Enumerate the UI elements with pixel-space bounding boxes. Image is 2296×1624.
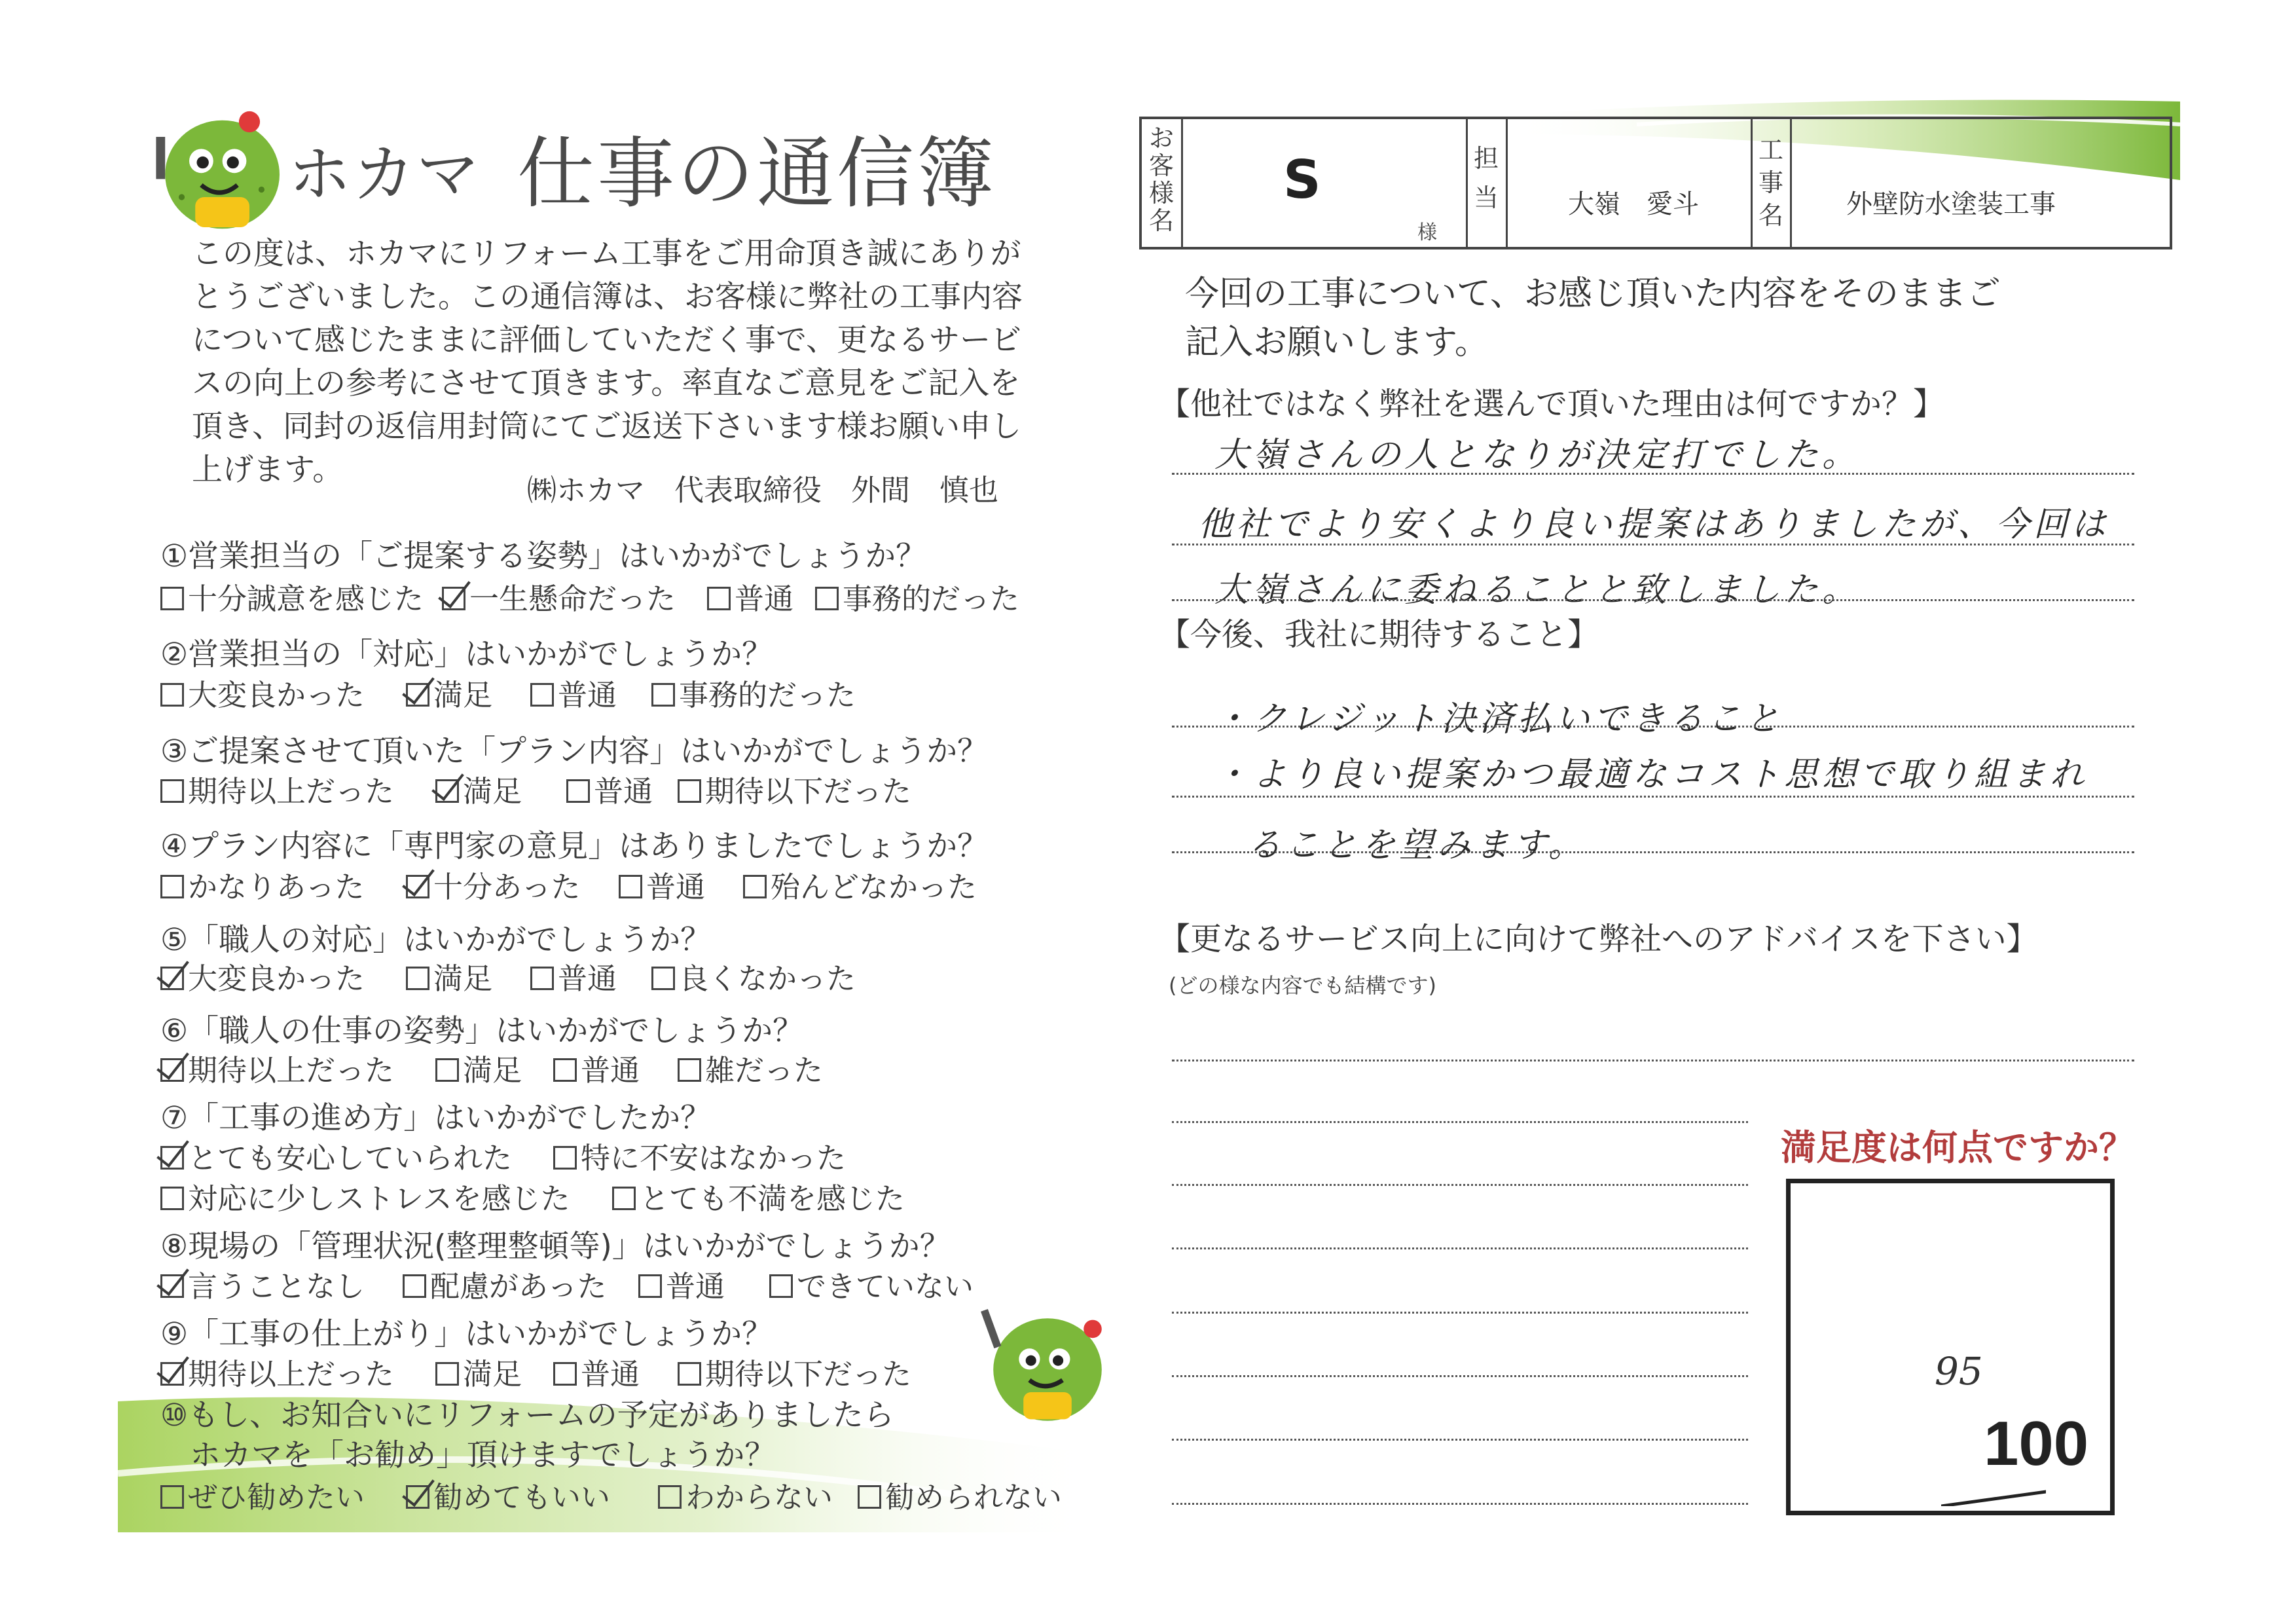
option-label: 期待以上だった bbox=[188, 1357, 395, 1392]
option[interactable] bbox=[160, 1175, 570, 1217]
intro-line: について感じたままに評価していただく事で、更なるサービ bbox=[192, 322, 1022, 358]
option[interactable] bbox=[743, 863, 977, 906]
handwritten-answer: ・クレジット決済払いできること bbox=[1214, 699, 1783, 739]
option-label: 普通 bbox=[594, 774, 653, 809]
question-9: ⑨「工事の仕上がり」はいかがでしょうか？ bbox=[160, 1316, 773, 1352]
intro-line: 頂き、同封の返信用封筒にてご返送下さいます様お願い申し bbox=[192, 409, 1022, 445]
checkbox-checked[interactable] bbox=[160, 1274, 184, 1298]
checkbox[interactable] bbox=[743, 875, 767, 898]
option[interactable] bbox=[406, 671, 492, 714]
option-label: 満足 bbox=[433, 961, 493, 996]
question-10-line2: ホカマを「お勧め」頂けますでしょうか？ bbox=[190, 1437, 776, 1473]
option-label: 事務的だった bbox=[843, 581, 1020, 616]
option[interactable] bbox=[442, 575, 676, 618]
option-label: 普通 bbox=[735, 581, 794, 616]
checkbox[interactable] bbox=[160, 587, 184, 610]
question-4: ④プラン内容に「専門家の意見」はありましたでしょうか？ bbox=[160, 828, 989, 864]
checkbox-checked[interactable] bbox=[160, 1058, 184, 1082]
section-advice-title: 【更なるサービス向上に向けて弊社へのアドバイスを下さい】 bbox=[1159, 921, 2038, 957]
option-label: 満足 bbox=[463, 1053, 522, 1088]
checkbox[interactable] bbox=[651, 683, 675, 707]
option[interactable] bbox=[638, 1263, 725, 1305]
option[interactable] bbox=[406, 863, 581, 906]
checkbox[interactable] bbox=[553, 1146, 577, 1170]
option[interactable] bbox=[658, 1473, 833, 1516]
option-label: 一生懸命だった bbox=[469, 581, 676, 616]
option-label: 十分誠意を感じた bbox=[188, 581, 424, 616]
option-label: 言うことなし bbox=[188, 1269, 365, 1304]
question-1: ①営業担当の「ご提案する姿勢」はいかがでしょうか？ bbox=[160, 538, 927, 574]
checkbox[interactable] bbox=[553, 1058, 577, 1082]
checkbox[interactable] bbox=[406, 967, 429, 990]
checkbox[interactable] bbox=[160, 779, 184, 803]
checkbox-checked[interactable] bbox=[160, 967, 184, 990]
option[interactable] bbox=[160, 1473, 365, 1516]
option-label: 配慮があった bbox=[430, 1269, 607, 1304]
option-label: とても安心していられた bbox=[188, 1141, 513, 1175]
question-3: ③ご提案させて頂いた「プラン内容」はいかがでしょうか？ bbox=[160, 733, 989, 769]
checkbox[interactable] bbox=[619, 875, 642, 898]
option-label: 事務的だった bbox=[679, 678, 856, 712]
section-advice-note: (どの様な内容でも結構です) bbox=[1169, 973, 1436, 998]
customer-suffix: 様 bbox=[1417, 221, 1437, 244]
option[interactable] bbox=[651, 955, 856, 997]
option[interactable] bbox=[769, 1263, 974, 1305]
option-label: 特に不安はなかった bbox=[581, 1141, 847, 1175]
option[interactable] bbox=[858, 1473, 1062, 1516]
option[interactable] bbox=[160, 575, 424, 618]
option-label: 殆んどなかった bbox=[771, 870, 977, 904]
checkbox[interactable] bbox=[638, 1274, 662, 1298]
checkbox-checked[interactable] bbox=[442, 587, 465, 610]
work-label: 工事名 bbox=[1758, 136, 1783, 230]
customer-name: S bbox=[1283, 149, 1321, 210]
option[interactable] bbox=[815, 575, 1019, 618]
option[interactable] bbox=[435, 767, 522, 810]
option[interactable] bbox=[678, 1046, 823, 1089]
checkbox[interactable] bbox=[858, 1485, 881, 1509]
option-label: 普通 bbox=[558, 961, 617, 996]
work-name: 外壁防水塗装工事 bbox=[1846, 189, 2056, 219]
option[interactable] bbox=[406, 1473, 610, 1516]
option-label: 普通 bbox=[646, 870, 706, 904]
checkbox[interactable] bbox=[658, 1485, 682, 1509]
option-label: 雑だった bbox=[705, 1053, 824, 1088]
section-expectation-title: 【今後、我社に期待すること】 bbox=[1159, 616, 1599, 653]
handwritten-answer: 大嶺さんに委ねることと致しました。 bbox=[1214, 570, 1861, 610]
option-label: ぜひ勧めたい bbox=[188, 1480, 365, 1515]
handwritten-answer: 他社でより安くより良い提案はありましたが、今回は bbox=[1198, 505, 2110, 544]
option-label: 大変良かった bbox=[188, 678, 365, 712]
question-7: ⑦「工事の進め方」はいかがでしたか？ bbox=[160, 1100, 712, 1136]
option[interactable] bbox=[160, 1263, 365, 1305]
checkbox[interactable] bbox=[435, 1058, 459, 1082]
option-label: 大変良かった bbox=[188, 961, 365, 996]
section-reason-title: 【他社ではなく弊社を選んで頂いた理由は何ですか？】 bbox=[1159, 386, 1945, 422]
option-label: 満足 bbox=[463, 774, 522, 809]
signature: ㈱ホカマ 代表取締役 外間 慎也 bbox=[527, 473, 999, 507]
option-label: 十分あった bbox=[433, 870, 581, 904]
option[interactable] bbox=[160, 863, 365, 906]
checkbox[interactable] bbox=[815, 587, 839, 610]
staff-name: 大嶺 愛斗 bbox=[1568, 189, 1699, 219]
checkbox[interactable] bbox=[160, 1485, 184, 1509]
question-6: ⑥「職人の仕事の姿勢」はいかがでしょうか？ bbox=[160, 1013, 804, 1049]
option[interactable] bbox=[406, 955, 492, 997]
option-label: 勧めてもいい bbox=[433, 1480, 611, 1515]
option[interactable] bbox=[530, 955, 617, 997]
intro-line: この度は、ホカマにリフォーム工事をご用命頂き誠にありが bbox=[192, 236, 1021, 272]
mascot-logo-icon bbox=[144, 92, 295, 242]
option-label: かなりあった bbox=[188, 870, 365, 904]
checkbox-checked[interactable] bbox=[435, 779, 459, 803]
option[interactable] bbox=[530, 671, 617, 714]
option-label: わからない bbox=[685, 1480, 833, 1515]
score-max: 100 bbox=[1984, 1409, 2089, 1479]
option[interactable] bbox=[678, 767, 911, 810]
option[interactable] bbox=[160, 671, 365, 714]
checkbox[interactable] bbox=[160, 1187, 184, 1210]
option-label: 期待以上だった bbox=[188, 774, 395, 809]
intro-line: スの向上の参考にさせて頂きます。率直なご意見をご記入を bbox=[192, 365, 1021, 401]
checkbox-checked[interactable] bbox=[406, 875, 429, 898]
checkbox[interactable] bbox=[530, 683, 554, 707]
checkbox[interactable] bbox=[707, 587, 731, 610]
option[interactable] bbox=[160, 955, 365, 997]
question-5: ⑤「職人の対応」はいかがでしょうか？ bbox=[160, 922, 712, 958]
page-title: 仕事の通信簿 bbox=[517, 128, 997, 219]
checkbox-checked[interactable] bbox=[160, 1146, 184, 1170]
option-label: 期待以上だった bbox=[188, 1053, 395, 1088]
option[interactable] bbox=[160, 1046, 394, 1089]
option-label: 期待以下だった bbox=[705, 1357, 912, 1392]
instruction-line: 記入お願いします。 bbox=[1185, 323, 1489, 362]
handwritten-answer: ・より良い提案かつ最適なコスト思想で取り組まれ bbox=[1214, 755, 2088, 794]
option-label: 対応に少しストレスを感じた bbox=[188, 1181, 570, 1216]
instructions bbox=[1185, 270, 2001, 367]
option-label: 普通 bbox=[666, 1269, 725, 1304]
question-10: ⑩もし、お知合いにリフォームの予定がありましたら bbox=[160, 1397, 894, 1433]
option[interactable] bbox=[160, 767, 394, 810]
instruction-line: 今回の工事について、お感じ頂いた内容をそのままご bbox=[1185, 274, 2001, 314]
staff-label: 担当 bbox=[1473, 144, 1499, 212]
option[interactable] bbox=[160, 1134, 512, 1177]
option-label: 良くなかった bbox=[679, 961, 856, 996]
checkbox[interactable] bbox=[530, 967, 554, 990]
option-label: できていない bbox=[797, 1269, 974, 1304]
handwritten-answer: 大嶺さんの人となりが決定打でした。 bbox=[1214, 435, 1861, 475]
question-2: ②営業担当の「対応」はいかがでしょうか？ bbox=[160, 637, 773, 673]
option[interactable] bbox=[553, 1134, 846, 1177]
checkbox[interactable] bbox=[612, 1187, 636, 1210]
option-label: 勧められない bbox=[885, 1480, 1063, 1515]
brand-name: ホカマ bbox=[288, 138, 481, 211]
checkbox[interactable] bbox=[403, 1274, 426, 1298]
checkbox[interactable] bbox=[566, 779, 590, 803]
option[interactable] bbox=[403, 1263, 607, 1305]
intro-text bbox=[192, 232, 1056, 492]
option[interactable] bbox=[435, 1046, 522, 1089]
option-label: 満足 bbox=[463, 1357, 522, 1392]
checkbox-checked[interactable] bbox=[406, 1485, 429, 1509]
checkbox[interactable] bbox=[678, 779, 701, 803]
handwritten-answer: ることを望みます。 bbox=[1247, 826, 1586, 865]
option-label: とても不満を感じた bbox=[640, 1181, 905, 1216]
option[interactable] bbox=[707, 575, 793, 618]
option[interactable] bbox=[651, 671, 856, 714]
checkbox[interactable] bbox=[160, 683, 184, 707]
intro-line: とうございました。この通信簿は、お客様に弊社の工事内容 bbox=[192, 279, 1023, 315]
option-label: 普通 bbox=[581, 1053, 640, 1088]
mascot-icon bbox=[972, 1287, 1123, 1437]
satisfaction-question: 満足度は何点ですか？ bbox=[1781, 1127, 2134, 1168]
checkbox[interactable] bbox=[651, 967, 675, 990]
option-label: 普通 bbox=[558, 678, 617, 712]
option[interactable] bbox=[619, 863, 705, 906]
checkbox[interactable] bbox=[160, 875, 184, 898]
checkbox[interactable] bbox=[769, 1274, 793, 1298]
option-label: 期待以下だった bbox=[705, 774, 912, 809]
question-8: ⑧現場の「管理状況(整理整頓等)」はいかがでしょうか？ bbox=[160, 1228, 951, 1264]
option[interactable] bbox=[566, 767, 653, 810]
intro-line: 上げます。 bbox=[192, 452, 344, 488]
checkbox-checked[interactable] bbox=[406, 683, 429, 707]
score-value: 95 bbox=[1935, 1349, 1983, 1393]
option[interactable] bbox=[612, 1175, 905, 1217]
option[interactable] bbox=[553, 1046, 640, 1089]
customer-label: お客様名 bbox=[1148, 124, 1174, 235]
option-label: 満足 bbox=[433, 678, 493, 712]
option-label: 普通 bbox=[581, 1357, 640, 1392]
checkbox[interactable] bbox=[678, 1058, 701, 1082]
